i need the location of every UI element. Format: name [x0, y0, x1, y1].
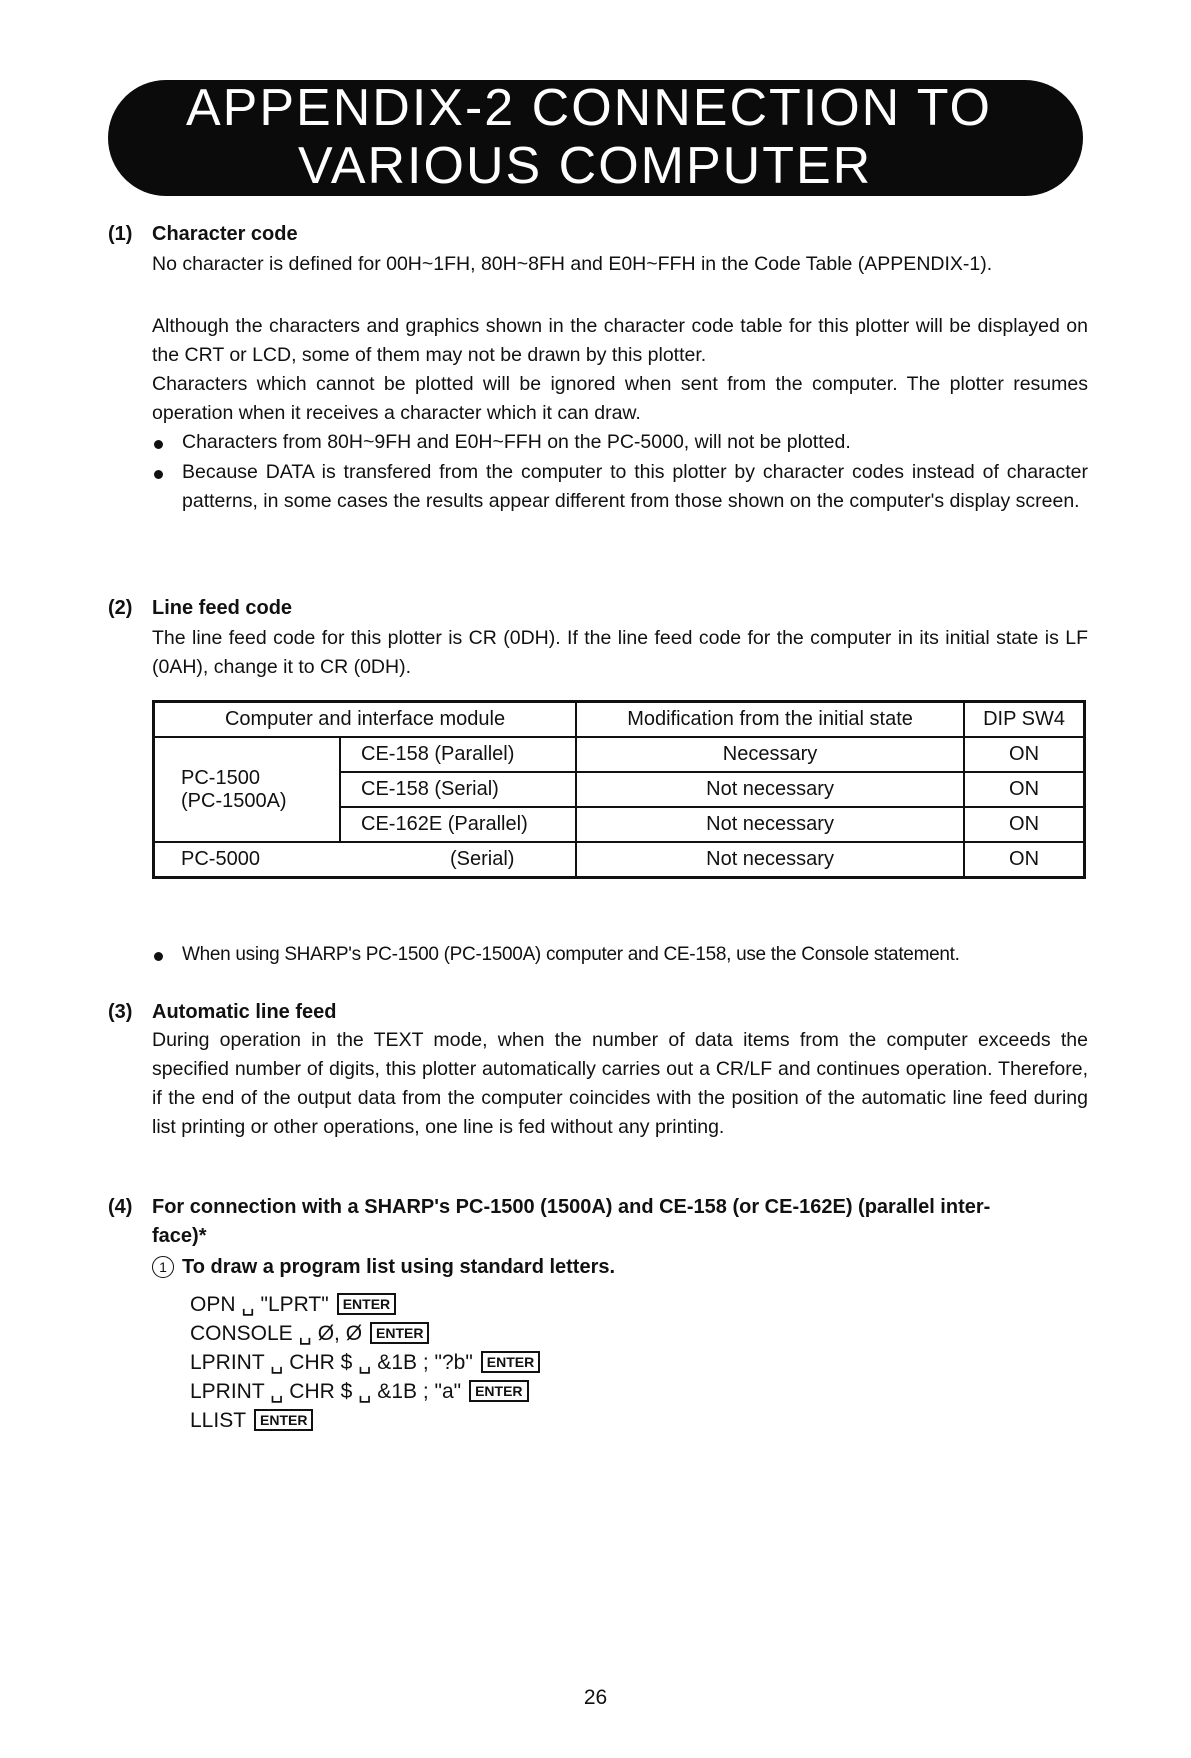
- paragraph: Although the characters and graphics shown in the character code table for this plotter will be displayed on the CRT or LCD, some of them may not be drawn by this plotter.: [152, 315, 1088, 366]
- section-title: Character code: [152, 223, 298, 245]
- table-cell-computer: PC-1500 (PC-1500A): [154, 737, 341, 842]
- table-cell: CE-158 (Serial): [340, 772, 576, 807]
- table-cell: (Serial): [340, 842, 576, 878]
- table-cell-computer: PC-5000: [154, 842, 341, 878]
- enter-key-icon: ENTER: [254, 1409, 313, 1431]
- table-cell: ON: [964, 807, 1084, 842]
- section-line-feed-code: [108, 596, 1088, 676]
- table-cell: Not necessary: [576, 842, 964, 878]
- section-title: For connection with a SHARP's PC-1500 (1500A) and CE-158 (or CE-162E) (parallel inter- face)*: [152, 1196, 991, 1247]
- table-row: [154, 737, 1085, 772]
- paragraph: No character is defined for 00H~1FH, 80H~8FH and E0H~FFH in the Code Table (APPENDIX-1).: [152, 253, 993, 275]
- step-heading: 1 To draw a program list using standard letters.: [152, 1256, 1132, 1279]
- section-number: (4): [108, 1196, 133, 1218]
- bullet-icon: [154, 952, 163, 961]
- table-cell: Necessary: [576, 737, 964, 772]
- section-automatic-line-feed: [108, 1000, 1088, 1180]
- page-number: 26: [583, 1686, 608, 1709]
- section-character-code: (1) Character code No character is defined for 00H~1FH, 80H~8FH and E0H~FFH in the Code Table (APPENDIX-1). Although the characters and graphics shown in the character code table for this plotter will be displayed on the CRT or LCD, some of them may not be drawn by this plotter. Characters which cannot be plotted will be ignored when sent from the computer. The plotter resumes operation when it receives a character which it can draw. Characters from 80H~9FH and E0H~FFH on the PC-5000, will not be plotted. Because DATA is transfered from the computer to this plotter by character codes instead of character patterns, in some cases the results appear different from those shown on the computer's display screen.: [108, 223, 1088, 512]
- enter-key-icon: ENTER: [469, 1380, 528, 1402]
- section-number: (1): [108, 223, 133, 245]
- bullet-icon: [154, 470, 163, 479]
- code-line: LPRINT ␣ CHR $ ␣ &1B ; "?b" ENTER: [190, 1348, 540, 1377]
- enter-key-icon: ENTER: [481, 1351, 540, 1373]
- table-cell: ON: [964, 772, 1084, 807]
- table-cell: Not necessary: [576, 807, 964, 842]
- table-cell: Not necessary: [576, 772, 964, 807]
- paragraph: The line feed code for this plotter is CR (0DH). If the line feed code for the computer in its initial state is LF (0AH), change it to CR (0DH).: [152, 627, 1088, 678]
- table-cell: ON: [964, 737, 1084, 772]
- table-header: DIP SW4: [964, 702, 1084, 738]
- table-cell: CE-158 (Parallel): [340, 737, 576, 772]
- circled-number-icon: 1: [152, 1256, 174, 1278]
- table-cell: ON: [964, 842, 1084, 878]
- table-header-row: [154, 702, 1085, 738]
- section-number: (2): [108, 597, 133, 619]
- code-line: LLIST ENTER: [190, 1406, 313, 1435]
- section-title: Automatic line feed: [152, 1001, 337, 1023]
- section-title: Line feed code: [152, 597, 293, 619]
- paragraph: Characters which cannot be plotted will be ignored when sent from the computer. The plotter resumes operation when it receives a character which it can draw.: [152, 373, 1088, 424]
- section-number: (3): [108, 1001, 133, 1023]
- connection-table: [152, 700, 1086, 879]
- enter-key-icon: ENTER: [337, 1293, 396, 1315]
- enter-key-icon: ENTER: [370, 1322, 429, 1344]
- table-cell: CE-162E (Parallel): [340, 807, 576, 842]
- table-header: Modification from the initial state: [576, 702, 964, 738]
- table-header: Computer and interface module: [154, 702, 577, 738]
- banner-line-2: VARIOUS COMPUTER: [298, 137, 873, 195]
- paragraph: During operation in the TEXT mode, when the number of data items from the computer exceeds the specified number of digits, this plotter automatically carries out a CR/LF and continues operation. Therefore, if the end of the output data from the computer coincides with the position of the automatic line feed during list printing or other operations, one line is fed without any printing.: [152, 1029, 1088, 1138]
- code-line: OPN ␣ "LPRT" ENTER: [190, 1290, 396, 1319]
- table-row: [154, 842, 1085, 878]
- code-line: LPRINT ␣ CHR $ ␣ &1B ; "a" ENTER: [190, 1377, 529, 1406]
- code-line: CONSOLE ␣ Ø, Ø ENTER: [190, 1319, 429, 1348]
- banner-line-1: APPENDIX-2 CONNECTION TO: [186, 79, 992, 137]
- table-note: When using SHARP's PC-1500 (PC-1500A) computer and CE-158, use the Console statement.: [108, 940, 1088, 970]
- bullet-icon: [154, 440, 163, 449]
- appendix-title-banner: [108, 80, 1083, 196]
